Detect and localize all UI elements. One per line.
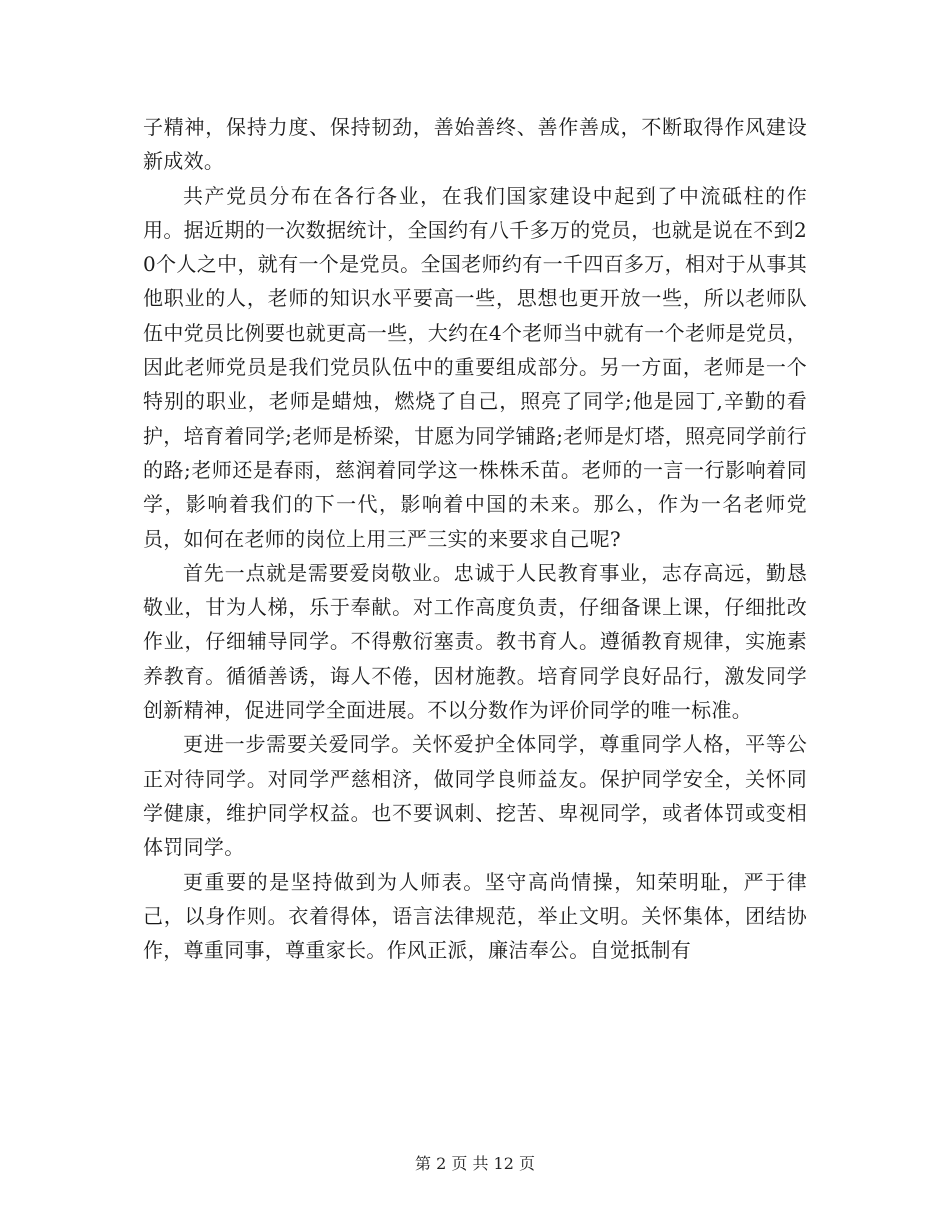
paragraph-3: 首先一点就是需要爱岗敬业。忠诚于人民教育事业，志存高远，勤恳敬业，甘为人梯，乐于奉献。对工作高度负责，仔细备课上课，仔细批改作业，仔细辅导同学。不得敷衍塞责。教书育人。遵循教育规律，实施素养教育。循循善诱，诲人不倦，因材施教。培育同学良好品行，激发同学创新精神，促进同学全面进展。不以分数作为评价同学的唯一标准。 [143, 560, 807, 723]
paragraph-5: 更重要的是坚持做到为人师表。坚守高尚情操，知荣明耻，严于律己，以身作则。衣着得体，语言法律规范，举止文明。关怀集体，团结协作，尊重同事，尊重家长。作风正派，廉洁奉公。自觉抵制有 [143, 869, 807, 963]
paragraph-1: 子精神，保持力度、保持韧劲，善始善终、善作善成，不断取得作风建设新成效。 [143, 115, 807, 174]
paragraph-4: 更进一步需要关爱同学。关怀爱护全体同学，尊重同学人格，平等公正对待同学。对同学严慈相济，做同学良师益友。保护同学安全，关怀同学健康，维护同学权益。也不要讽刺、挖苦、卑视同学，或者体罚或变相体罚同学。 [143, 732, 807, 860]
body-text [143, 110, 807, 967]
paragraph-2: 共产党员分布在各行各业，在我们国家建设中起到了中流砥柱的作用。据近期的一次数据统计，全国约有八千多万的党员，也就是说在不到20个人之中，就有一个是党员。全国老师约有一千四百多万，相对于从事其他职业的人，老师的知识水平要高一些，思想也更开放一些，所以老师队伍中党员比例要也就更高一些，大约在4个老师当中就有一个老师是党员，因此老师党员是我们党员队伍中的重要组成部分。另一方面，老师是一个特别的职业，老师是蜡烛，燃烧了自己，照亮了同学;他是园丁,辛勤的看护，培育着同学;老师是桥梁，甘愿为同学铺路;老师是灯塔，照亮同学前行的路;老师还是春雨，慈润着同学这一株株禾苗。老师的一言一行影响着同学，影响着我们的下一代，影响着中国的未来。那么，作为一名老师党员，如何在老师的岗位上用三严三实的来要求自己呢? [143, 183, 807, 551]
page-number-footer: 第 2 页 共 12 页 [415, 1154, 535, 1173]
